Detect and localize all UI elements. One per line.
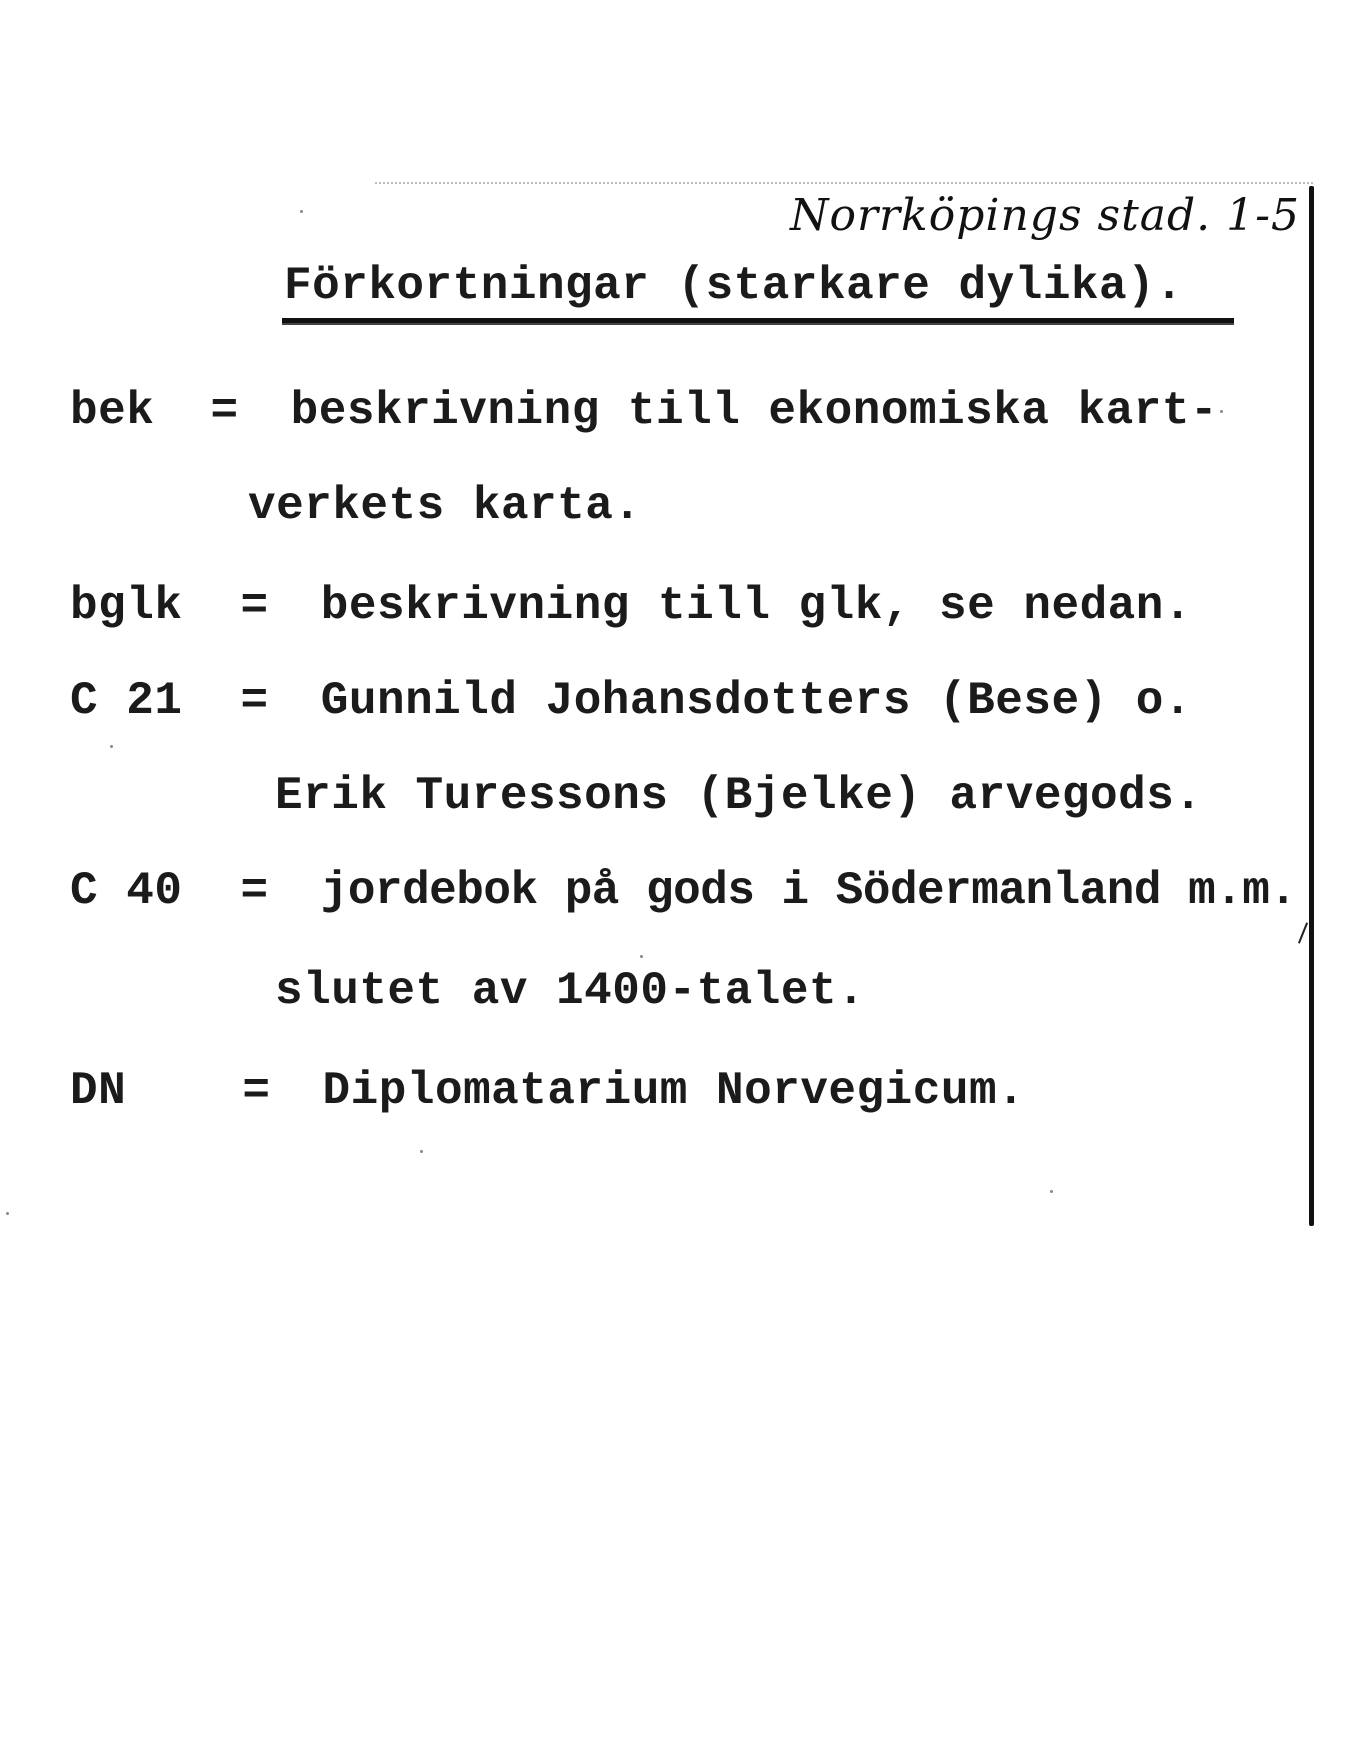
entry-c40-line-2 xyxy=(275,965,865,1017)
scan-speck xyxy=(6,1212,9,1215)
scan-speck xyxy=(420,1150,423,1153)
entry-bek-line-1 xyxy=(70,385,1218,437)
entry-definition: Diplomatarium Norvegicum. xyxy=(322,1065,1026,1117)
entry-c21-line-2 xyxy=(275,770,1202,822)
card-right-border xyxy=(1309,186,1314,1226)
scan-speck xyxy=(640,955,643,958)
entry-bek-line-2 xyxy=(248,480,641,532)
entry-definition: Gunnild Johansdotters (Bese) o. xyxy=(320,675,1192,727)
card-title: Förkortningar (starkare dylika). xyxy=(284,260,1184,312)
entry-equals: = xyxy=(240,580,269,632)
scan-speck xyxy=(300,210,303,213)
entry-equals: = xyxy=(240,675,269,727)
entry-definition-continued: verkets karta. xyxy=(248,480,642,532)
entry-definition-continued: Erik Turessons (Bjelke) arvegods. xyxy=(275,770,1203,822)
entry-abbr: bek xyxy=(70,385,155,437)
scan-speck xyxy=(1220,410,1223,413)
entry-definition: beskrivning till ekonomiska kart- xyxy=(290,385,1219,437)
entry-equals: = xyxy=(240,865,269,917)
entry-equals: = xyxy=(210,385,239,437)
margin-tick-mark xyxy=(1298,922,1308,943)
entry-c21-line-1 xyxy=(70,675,1192,727)
entry-abbr: C 21 xyxy=(70,675,183,727)
entry-c40-line-1 xyxy=(70,865,1297,917)
title-underline xyxy=(282,318,1234,325)
entry-equals: = xyxy=(242,1065,271,1117)
card-top-border xyxy=(375,182,1313,184)
entry-definition: jordebok på gods i Södermanland m.m. xyxy=(320,865,1297,917)
entry-abbr: bglk xyxy=(70,580,183,632)
entry-abbr: DN xyxy=(70,1065,127,1117)
entry-dn-line-1 xyxy=(70,1065,1025,1117)
scan-speck xyxy=(110,745,113,748)
handwritten-corner-note: Norrköpings stad. 1-5 xyxy=(790,190,1301,241)
entry-definition-continued: slutet av 1400-talet. xyxy=(275,965,866,1017)
scan-speck xyxy=(1050,1190,1053,1193)
entry-abbr: C 40 xyxy=(70,865,183,917)
entry-bglk-line-1 xyxy=(70,580,1192,632)
entry-definition: beskrivning till glk, se nedan. xyxy=(320,580,1192,632)
